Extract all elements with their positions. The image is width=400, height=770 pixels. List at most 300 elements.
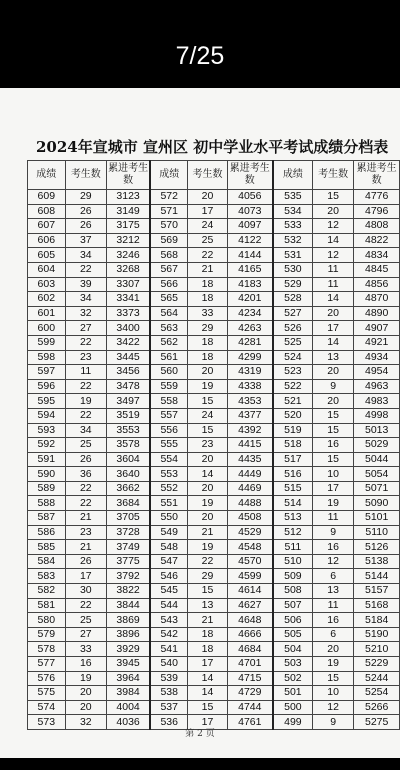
- table-cell: 14: [188, 686, 227, 701]
- table-cell: 10: [312, 686, 353, 701]
- table-cell: 21: [65, 511, 106, 526]
- table-cell: 33: [65, 642, 106, 657]
- table-cell: 26: [65, 204, 106, 219]
- table-cell: 3149: [107, 204, 151, 219]
- table-cell: 550: [150, 511, 188, 526]
- header-cell: 累进考生数: [354, 161, 400, 190]
- table-row: [28, 321, 400, 336]
- table-cell: 547: [150, 554, 188, 569]
- table-cell: 5144: [354, 569, 400, 584]
- table-cell: 16: [312, 438, 353, 453]
- table-cell: 508: [273, 584, 313, 599]
- header-cell: 考生数: [188, 161, 227, 190]
- table-cell: 3400: [107, 321, 151, 336]
- table-cell: 12: [312, 554, 353, 569]
- table-cell: 599: [28, 335, 66, 350]
- table-cell: 10: [312, 467, 353, 482]
- table-cell: 531: [273, 248, 313, 263]
- table-cell: 22: [65, 408, 106, 423]
- table-cell: 4870: [354, 292, 400, 307]
- table-cell: 588: [28, 496, 66, 511]
- table-cell: 5101: [354, 511, 400, 526]
- table-row: [28, 262, 400, 277]
- table-cell: 5044: [354, 452, 400, 467]
- table-row: [28, 335, 400, 350]
- table-cell: 605: [28, 248, 66, 263]
- table-cell: 499: [273, 715, 313, 730]
- table-cell: 3268: [107, 262, 151, 277]
- table-cell: 3456: [107, 365, 151, 380]
- table-cell: 518: [273, 438, 313, 453]
- table-cell: 4822: [354, 233, 400, 248]
- table-row: [28, 219, 400, 234]
- table-cell: 511: [273, 540, 313, 555]
- table-cell: 15: [312, 408, 353, 423]
- table-cell: 4890: [354, 306, 400, 321]
- table-cell: 5244: [354, 671, 400, 686]
- table-cell: 21: [65, 540, 106, 555]
- table-cell: 4684: [227, 642, 273, 657]
- table-cell: 548: [150, 540, 188, 555]
- table-cell: 5184: [354, 613, 400, 628]
- table-row: [28, 613, 400, 628]
- table-cell: 504: [273, 642, 313, 657]
- table-cell: 560: [150, 365, 188, 380]
- table-cell: 18: [188, 335, 227, 350]
- table-body: [28, 190, 400, 730]
- table-cell: 555: [150, 438, 188, 453]
- table-cell: 5168: [354, 598, 400, 613]
- table-row: [28, 657, 400, 672]
- table-cell: 20: [65, 700, 106, 715]
- table-cell: 580: [28, 613, 66, 628]
- table-cell: 37: [65, 233, 106, 248]
- table-cell: 6: [312, 627, 353, 642]
- table-cell: 573: [28, 715, 66, 730]
- table-cell: 14: [312, 233, 353, 248]
- table-cell: 559: [150, 379, 188, 394]
- table-cell: 538: [150, 686, 188, 701]
- table-cell: 14: [188, 671, 227, 686]
- table-cell: 22: [65, 481, 106, 496]
- table-cell: 23: [65, 525, 106, 540]
- table-cell: 540: [150, 657, 188, 672]
- table-cell: 546: [150, 569, 188, 584]
- table-cell: 3246: [107, 248, 151, 263]
- table-cell: 520: [273, 408, 313, 423]
- table-cell: 23: [188, 438, 227, 453]
- table-cell: 22: [65, 496, 106, 511]
- table-cell: 14: [312, 335, 353, 350]
- table-cell: 21: [188, 525, 227, 540]
- table-cell: 4097: [227, 219, 273, 234]
- table-cell: 3212: [107, 233, 151, 248]
- table-cell: 522: [273, 379, 313, 394]
- table-cell: 16: [65, 657, 106, 672]
- table-cell: 583: [28, 569, 66, 584]
- table-cell: 5029: [354, 438, 400, 453]
- table-cell: 20: [312, 306, 353, 321]
- table-cell: 527: [273, 306, 313, 321]
- table-cell: 505: [273, 627, 313, 642]
- table-cell: 11: [312, 262, 353, 277]
- table-cell: 15: [312, 671, 353, 686]
- table-cell: 4144: [227, 248, 273, 263]
- table-cell: 590: [28, 467, 66, 482]
- table-row: [28, 394, 400, 409]
- table-cell: 535: [273, 190, 313, 205]
- table-cell: 533: [273, 219, 313, 234]
- table-cell: 36: [65, 467, 106, 482]
- table-cell: 19: [188, 496, 227, 511]
- table-cell: 34: [65, 423, 106, 438]
- table-cell: 18: [188, 350, 227, 365]
- table-row: [28, 365, 400, 380]
- table-cell: 20: [312, 394, 353, 409]
- table-cell: 582: [28, 584, 66, 599]
- table-cell: 501: [273, 686, 313, 701]
- table-cell: 3445: [107, 350, 151, 365]
- table-cell: 568: [150, 248, 188, 263]
- table-cell: 18: [188, 292, 227, 307]
- table-cell: 3844: [107, 598, 151, 613]
- table-cell: 15: [312, 423, 353, 438]
- table-cell: 33: [188, 306, 227, 321]
- table-cell: 4796: [354, 204, 400, 219]
- table-cell: 5090: [354, 496, 400, 511]
- table-row: [28, 584, 400, 599]
- table-cell: 4263: [227, 321, 273, 336]
- table-cell: 15: [188, 394, 227, 409]
- table-row: [28, 204, 400, 219]
- table-cell: 13: [188, 598, 227, 613]
- table-cell: 18: [188, 277, 227, 292]
- table-cell: 27: [65, 321, 106, 336]
- table-cell: 19: [65, 671, 106, 686]
- table-cell: 3640: [107, 467, 151, 482]
- table-row: [28, 452, 400, 467]
- table-cell: 13: [312, 350, 353, 365]
- table-cell: 11: [312, 598, 353, 613]
- header-cell: 累进考生数: [227, 161, 273, 190]
- table-row: [28, 408, 400, 423]
- table-cell: 4165: [227, 262, 273, 277]
- table-cell: 17: [312, 481, 353, 496]
- table-cell: 19: [188, 379, 227, 394]
- table-cell: 571: [150, 204, 188, 219]
- table-cell: 34: [65, 248, 106, 263]
- table-cell: 29: [188, 569, 227, 584]
- table-cell: 591: [28, 452, 66, 467]
- viewer-top-bar: [0, 0, 400, 88]
- table-cell: 3604: [107, 452, 151, 467]
- table-cell: 566: [150, 277, 188, 292]
- table-cell: 3578: [107, 438, 151, 453]
- table-cell: 569: [150, 233, 188, 248]
- table-cell: 563: [150, 321, 188, 336]
- table-row: [28, 627, 400, 642]
- table-row: [28, 379, 400, 394]
- table-cell: 5210: [354, 642, 400, 657]
- table-cell: 3373: [107, 306, 151, 321]
- table-row: [28, 554, 400, 569]
- table-cell: 554: [150, 452, 188, 467]
- table-row: [28, 496, 400, 511]
- table-cell: 32: [65, 306, 106, 321]
- table-cell: 4036: [107, 715, 151, 730]
- table-cell: 542: [150, 627, 188, 642]
- table-row: [28, 642, 400, 657]
- table-cell: 4808: [354, 219, 400, 234]
- table-cell: 3896: [107, 627, 151, 642]
- table-cell: 524: [273, 350, 313, 365]
- table-cell: 4338: [227, 379, 273, 394]
- table-cell: 5266: [354, 700, 400, 715]
- table-cell: 3775: [107, 554, 151, 569]
- table-cell: 537: [150, 700, 188, 715]
- table-cell: 594: [28, 408, 66, 423]
- table-cell: 26: [65, 554, 106, 569]
- table-cell: 39: [65, 277, 106, 292]
- table-cell: 16: [312, 540, 353, 555]
- table-cell: 24: [188, 219, 227, 234]
- table-cell: 15: [188, 584, 227, 599]
- table-header-row: [28, 161, 400, 190]
- table-cell: 564: [150, 306, 188, 321]
- table-cell: 5254: [354, 686, 400, 701]
- table-row: [28, 350, 400, 365]
- table-cell: 608: [28, 204, 66, 219]
- table-cell: 4056: [227, 190, 273, 205]
- table-cell: 25: [65, 613, 106, 628]
- table-cell: 4856: [354, 277, 400, 292]
- table-cell: 551: [150, 496, 188, 511]
- table-cell: 539: [150, 671, 188, 686]
- table-row: [28, 525, 400, 540]
- table-cell: 556: [150, 423, 188, 438]
- table-cell: 3175: [107, 219, 151, 234]
- table-cell: 596: [28, 379, 66, 394]
- table-cell: 9: [312, 525, 353, 540]
- table-cell: 506: [273, 613, 313, 628]
- table-cell: 4392: [227, 423, 273, 438]
- table-row: [28, 277, 400, 292]
- table-cell: 16: [312, 613, 353, 628]
- table-cell: 521: [273, 394, 313, 409]
- table-cell: 512: [273, 525, 313, 540]
- table-cell: 525: [273, 335, 313, 350]
- header-cell: 成绩: [273, 161, 313, 190]
- table-cell: 3519: [107, 408, 151, 423]
- table-cell: 558: [150, 394, 188, 409]
- table-cell: 29: [188, 321, 227, 336]
- table-cell: 17: [188, 204, 227, 219]
- table-cell: 532: [273, 233, 313, 248]
- table-cell: 12: [312, 248, 353, 263]
- table-cell: 4614: [227, 584, 273, 599]
- table-cell: 20: [188, 481, 227, 496]
- table-cell: 5190: [354, 627, 400, 642]
- table-cell: 25: [65, 438, 106, 453]
- table-cell: 562: [150, 335, 188, 350]
- table-cell: 4627: [227, 598, 273, 613]
- table-cell: 4449: [227, 467, 273, 482]
- table-row: [28, 671, 400, 686]
- table-cell: 5110: [354, 525, 400, 540]
- table-cell: 510: [273, 554, 313, 569]
- table-cell: 17: [312, 321, 353, 336]
- table-cell: 4488: [227, 496, 273, 511]
- table-cell: 4954: [354, 365, 400, 380]
- table-cell: 3869: [107, 613, 151, 628]
- table-cell: 567: [150, 262, 188, 277]
- table-cell: 609: [28, 190, 66, 205]
- table-cell: 18: [188, 627, 227, 642]
- header-cell: 成绩: [150, 161, 188, 190]
- table-cell: 20: [188, 511, 227, 526]
- table-cell: 3684: [107, 496, 151, 511]
- table-cell: 4963: [354, 379, 400, 394]
- page-number: 第 2 页: [185, 729, 215, 739]
- table-cell: 593: [28, 423, 66, 438]
- table-cell: 575: [28, 686, 66, 701]
- table-cell: 24: [188, 408, 227, 423]
- table-cell: 3792: [107, 569, 151, 584]
- table-cell: 577: [28, 657, 66, 672]
- table-cell: 4004: [107, 700, 151, 715]
- table-cell: 20: [188, 190, 227, 205]
- document-title: 2024年宣城市 宣州区 初中学业水平考试成绩分档表: [36, 138, 389, 156]
- table-cell: 17: [188, 715, 227, 730]
- table-cell: 565: [150, 292, 188, 307]
- table-row: [28, 248, 400, 263]
- table-cell: 9: [312, 715, 353, 730]
- table-cell: 3553: [107, 423, 151, 438]
- table-cell: 13: [312, 584, 353, 599]
- table-cell: 507: [273, 598, 313, 613]
- table-cell: 601: [28, 306, 66, 321]
- table-cell: 11: [312, 277, 353, 292]
- table-cell: 557: [150, 408, 188, 423]
- table-cell: 592: [28, 438, 66, 453]
- table-cell: 22: [188, 248, 227, 263]
- table-cell: 4921: [354, 335, 400, 350]
- table-cell: 600: [28, 321, 66, 336]
- table-cell: 19: [312, 657, 353, 672]
- score-table: [27, 160, 400, 730]
- table-cell: 20: [312, 204, 353, 219]
- table-cell: 3307: [107, 277, 151, 292]
- table-cell: 5157: [354, 584, 400, 599]
- table-cell: 26: [65, 219, 106, 234]
- table-cell: 19: [312, 496, 353, 511]
- table-cell: 5013: [354, 423, 400, 438]
- table-cell: 3749: [107, 540, 151, 555]
- table-cell: 29: [65, 190, 106, 205]
- table-row: [28, 540, 400, 555]
- table-cell: 26: [65, 452, 106, 467]
- table-cell: 9: [312, 379, 353, 394]
- table-cell: 14: [312, 292, 353, 307]
- table-cell: 4319: [227, 365, 273, 380]
- table-cell: 4570: [227, 554, 273, 569]
- table-cell: 5275: [354, 715, 400, 730]
- table-cell: 17: [65, 569, 106, 584]
- table-row: [28, 190, 400, 205]
- table-cell: 584: [28, 554, 66, 569]
- table-cell: 3984: [107, 686, 151, 701]
- table-cell: 4729: [227, 686, 273, 701]
- table-cell: 585: [28, 540, 66, 555]
- table-cell: 27: [65, 627, 106, 642]
- table-cell: 4701: [227, 657, 273, 672]
- table-cell: 3478: [107, 379, 151, 394]
- table-cell: 4715: [227, 671, 273, 686]
- table-cell: 20: [312, 642, 353, 657]
- table-cell: 6: [312, 569, 353, 584]
- table-cell: 4529: [227, 525, 273, 540]
- table-cell: 4983: [354, 394, 400, 409]
- table-row: [28, 481, 400, 496]
- table-row: [28, 686, 400, 701]
- table-cell: 603: [28, 277, 66, 292]
- table-cell: 530: [273, 262, 313, 277]
- viewer-bottom-bar: [0, 758, 400, 770]
- table-cell: 3728: [107, 525, 151, 540]
- table-cell: 543: [150, 613, 188, 628]
- table-row: [28, 423, 400, 438]
- table-cell: 5138: [354, 554, 400, 569]
- table-cell: 4761: [227, 715, 273, 730]
- table-cell: 15: [312, 190, 353, 205]
- table-cell: 4666: [227, 627, 273, 642]
- table-cell: 4073: [227, 204, 273, 219]
- table-cell: 516: [273, 467, 313, 482]
- table-cell: 587: [28, 511, 66, 526]
- table-cell: 534: [273, 204, 313, 219]
- table-cell: 22: [188, 554, 227, 569]
- table-cell: 509: [273, 569, 313, 584]
- table-cell: 21: [188, 262, 227, 277]
- table-row: [28, 511, 400, 526]
- table-row: [28, 569, 400, 584]
- table-cell: 4353: [227, 394, 273, 409]
- table-cell: 19: [188, 540, 227, 555]
- table-cell: 19: [65, 394, 106, 409]
- table-cell: 513: [273, 511, 313, 526]
- table-cell: 4299: [227, 350, 273, 365]
- table-cell: 4281: [227, 335, 273, 350]
- table-cell: 4998: [354, 408, 400, 423]
- table-cell: 528: [273, 292, 313, 307]
- table-cell: 3123: [107, 190, 151, 205]
- table-cell: 5054: [354, 467, 400, 482]
- table-cell: 604: [28, 262, 66, 277]
- page-indicator: 7/25: [175, 42, 225, 70]
- table-cell: 20: [188, 365, 227, 380]
- table-cell: 12: [312, 700, 353, 715]
- table-cell: 4508: [227, 511, 273, 526]
- header-cell: 累进考生数: [107, 161, 151, 190]
- table-cell: 3822: [107, 584, 151, 599]
- table-cell: 570: [150, 219, 188, 234]
- table-cell: 515: [273, 481, 313, 496]
- table-cell: 17: [188, 657, 227, 672]
- table-row: [28, 598, 400, 613]
- table-cell: 4834: [354, 248, 400, 263]
- table-cell: 3945: [107, 657, 151, 672]
- table-cell: 553: [150, 467, 188, 482]
